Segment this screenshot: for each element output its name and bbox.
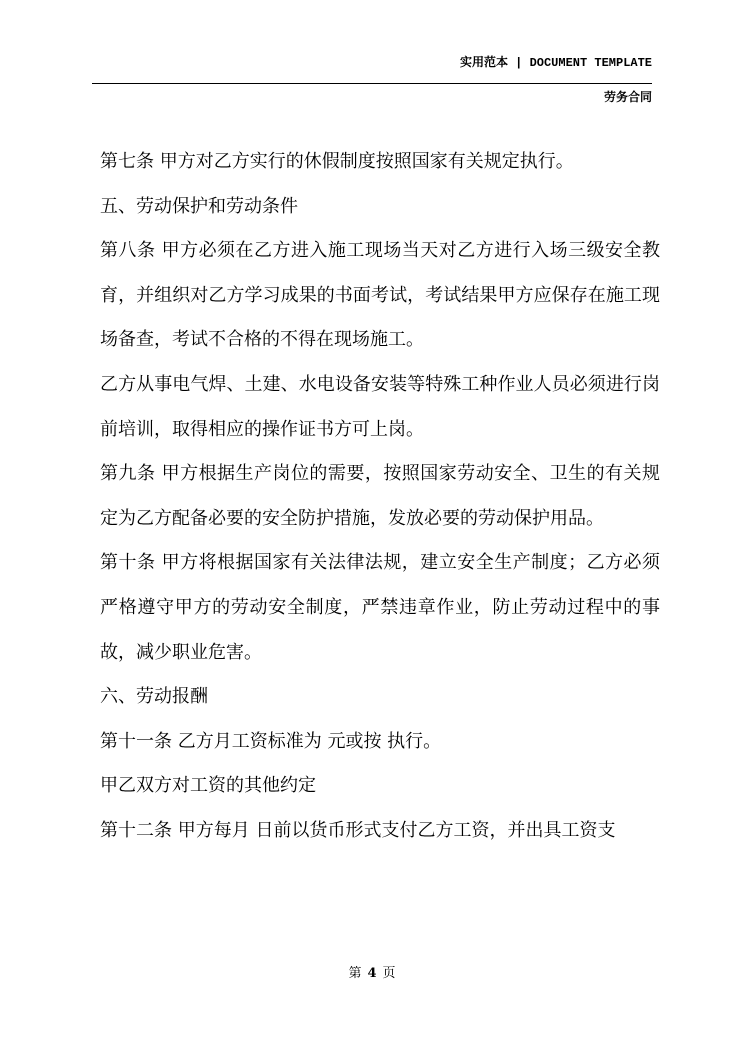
section-heading-labor-protection: 五、劳动保护和劳动条件 [100,195,298,217]
page-label-prefix: 第 [348,966,362,981]
paragraph-article-12: 第十二条 甲方每月 日前以货币形式支付乙方工资，并出具工资支 [100,819,616,841]
header-divider [92,83,652,84]
paragraph-article-8: 第八条 甲方必须在乙方进入施工现场当天对乙方进行入场三级安全教育，并组织对乙方学习成果的书面考试，考试结果甲方应保存在施工现场备查，考试不合格的不得在现场施工。 [100,240,660,351]
page-label-suffix: 页 [382,966,396,981]
paragraph-article-9: 第九条 甲方根据生产岗位的需要，按照国家劳动安全、卫生的有关规定为乙方配备必要的安全防护措施，发放必要的劳动保护用品。 [100,463,660,529]
section-heading-remuneration: 六、劳动报酬 [100,686,208,708]
document-body [100,140,660,854]
paragraph-article-7: 第七条 甲方对乙方实行的休假制度按照国家有关规定执行。 [100,151,574,172]
paragraph-article-11: 第十一条 乙方月工资标准为 元或按 执行。 [100,730,442,752]
document-title: 劳务合同 [603,90,652,104]
paragraph-special-trades: 乙方从事电气焊、土建、水电设备安装等特殊工种作业人员必须进行岗前培训，取得相应的操作证书方可上岗。 [100,373,660,440]
page-number: 4 [367,966,377,981]
paragraph-article-10: 第十条 甲方将根据国家有关法律法规，建立安全生产制度；乙方必须严格遵守甲方的劳动安全制度，严禁违章作业，防止劳动过程中的事故，减少职业危害。 [100,552,660,663]
header-brand: 实用范本 | DOCUMENT TEMPLATE [459,56,652,70]
paragraph-other-wage-terms: 甲乙双方对工资的其他约定 [100,775,316,797]
page-footer [0,962,744,981]
